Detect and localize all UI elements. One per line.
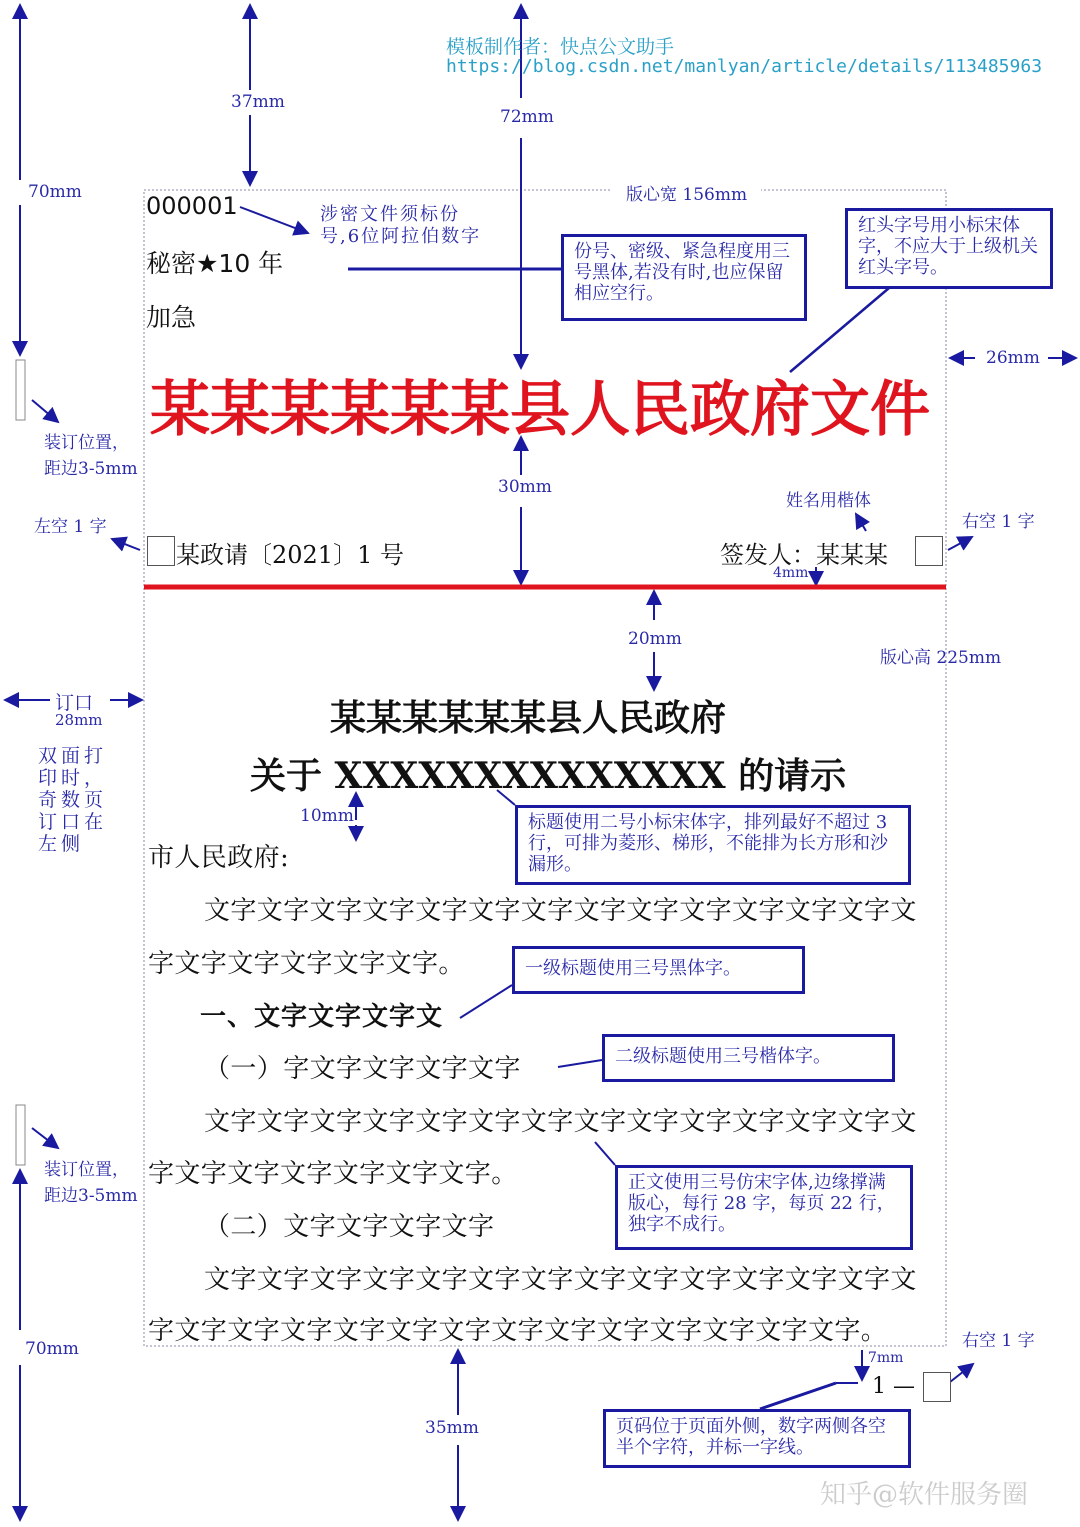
name-font-note: 姓名用楷体 bbox=[786, 491, 871, 511]
dim-top-left: 70mm bbox=[28, 182, 82, 202]
page-number: 1 — bbox=[872, 1374, 915, 1399]
note-box-body: 正文使用三号仿宋字体,边缘撑满版心，每行 28 字，每页 22 行，独字不成行。 bbox=[615, 1165, 913, 1250]
note-box-fields: 份号、密级、紧急程度用三号黑体,若没有时,也应保留相应空行。 bbox=[561, 234, 807, 321]
body-line: 字文字文字文字文字文字文字文字文字文字文字文字文字文字。 bbox=[148, 1316, 888, 1346]
dim-20: 20mm bbox=[628, 629, 682, 649]
note-box-title: 标题使用二号小标宋体字，排列最好不超过 3 行，可排为菱形、梯形，不能排为长方形和沙漏形。 bbox=[515, 805, 911, 885]
right-space-note: 右空 1 字 bbox=[962, 512, 1035, 532]
heading-level2: （一）字文字文字文字文字 bbox=[204, 1054, 521, 1084]
dim-4: 4mm bbox=[773, 565, 809, 581]
document-title-line1: 某某某某某某县人民政府 bbox=[330, 697, 727, 739]
dim-bottom-left: 70mm bbox=[25, 1339, 79, 1359]
document-title-line2: 关于 XXXXXXXXXXXXXX 的请示 bbox=[250, 755, 847, 797]
watermark: 知乎@软件服务圈 bbox=[820, 1480, 1029, 1510]
right-space-note: 右空 1 字 bbox=[962, 1331, 1035, 1351]
binding-mark bbox=[16, 1105, 25, 1165]
binding-note: 装订位置，距边3-5mm bbox=[44, 1160, 138, 1206]
body-line: 文字文字文字文字文字文字文字文字文字文字文字文字文字文 bbox=[204, 1265, 917, 1295]
note-box-page-number: 页码位于页面外侧，数字两侧各空半个字符，并标一字线。 bbox=[603, 1409, 911, 1468]
red-header-title: 某某某某某某县人民政府文件 bbox=[150, 375, 930, 445]
binding-note: 装订位置，距边3-5mm bbox=[44, 433, 138, 479]
document-number: 某政请〔2021〕1 号 bbox=[176, 541, 404, 569]
credit-url: https://blog.csdn.net/manlyan/article/details/113485963 bbox=[446, 56, 1043, 77]
dim-35: 35mm bbox=[425, 1418, 479, 1438]
secret-level: 秘密★10 年 bbox=[146, 249, 284, 278]
dim-10: 10mm bbox=[300, 806, 354, 826]
urgency: 加急 bbox=[146, 303, 197, 332]
credit-author: 模板制作者：快点公文助手 bbox=[446, 36, 675, 58]
body-line: 文字文字文字文字文字文字文字文字文字文字文字文字文字文 bbox=[204, 896, 917, 926]
note-box-red-title: 红头字号用小标宋体字，不应大于上级机关红头字号。 bbox=[845, 208, 1053, 289]
dim-gutter: 28mm bbox=[55, 711, 103, 729]
body-line: 字文字文字文字文字文字。 bbox=[148, 949, 465, 979]
blank-char-box bbox=[923, 1372, 951, 1402]
dim-72: 72mm bbox=[500, 107, 554, 127]
blank-char-box bbox=[915, 536, 943, 566]
gutter-label: 订口 bbox=[55, 692, 94, 714]
duplex-note: 双面打印时，奇数页订口在左侧 bbox=[38, 745, 108, 855]
note-box-h2: 二级标题使用三号楷体字。 bbox=[602, 1034, 895, 1082]
dim-7: 7mm bbox=[868, 1350, 904, 1366]
body-line: 文字文字文字文字文字文字文字文字文字文字文字文字文字文 bbox=[204, 1107, 917, 1137]
heading-level1: 一、文字文字文字文 bbox=[200, 1002, 444, 1032]
serial-number: 000001 bbox=[146, 192, 238, 220]
note-box-h1: 一级标题使用三号黑体字。 bbox=[512, 946, 805, 994]
serial-note: 涉密文件须标份号,6位阿拉伯数字 bbox=[320, 204, 482, 247]
left-space-note: 左空 1 字 bbox=[34, 517, 107, 537]
dim-30: 30mm bbox=[498, 477, 552, 497]
dim-width: 版心宽 156mm bbox=[612, 180, 761, 205]
body-line: 字文字文字文字文字文字文字。 bbox=[148, 1159, 518, 1189]
dim-height: 版心高 225mm bbox=[880, 648, 1002, 668]
dim-right: 26mm bbox=[986, 348, 1040, 368]
heading-level2: （二）文字文字文字文字 bbox=[204, 1212, 495, 1242]
addressee: 市人民政府: bbox=[148, 843, 290, 873]
binding-mark bbox=[16, 360, 25, 420]
signer: 签发人：某某某 bbox=[720, 541, 888, 569]
blank-char-box bbox=[147, 536, 175, 566]
dim-37: 37mm bbox=[231, 92, 285, 112]
